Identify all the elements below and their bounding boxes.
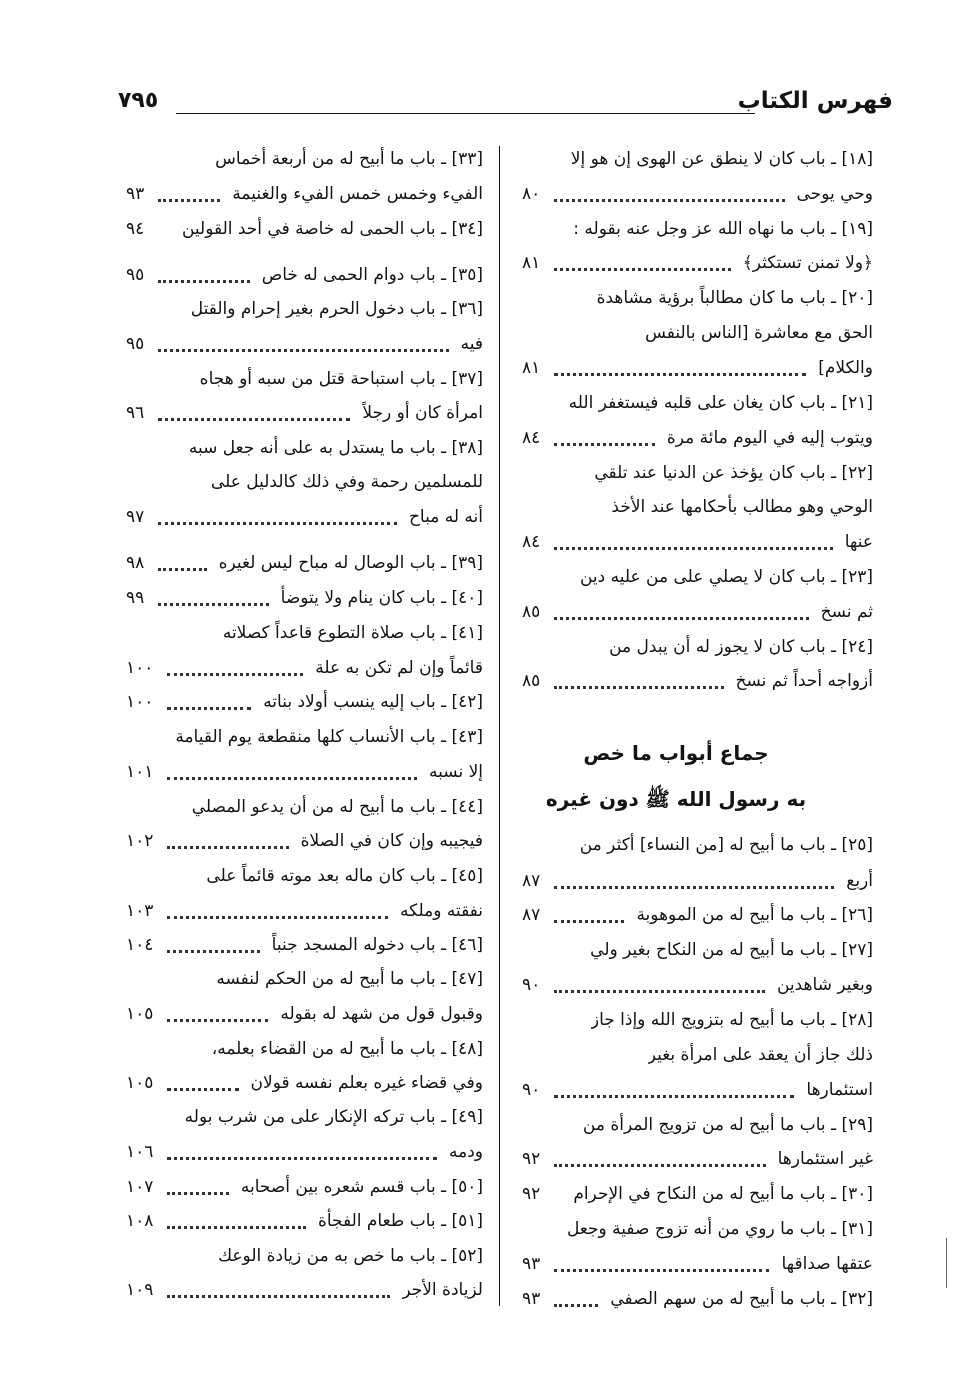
toc-leader-dots xyxy=(158,566,206,571)
toc-entry-text: [٤٥] ـ باب كان ماله بعد موته قائماً على xyxy=(206,866,483,886)
toc-entry-text: [٤٨] ـ باب ما أبيح له من القضاء بعلمه، xyxy=(211,1039,483,1059)
toc-entry-text: أربع xyxy=(846,871,873,891)
toc-entry-page-number: ١٠٣ xyxy=(126,901,154,921)
toc-entry-text: [٤٩] ـ باب تركه الإنكار على من شرب بوله xyxy=(184,1107,483,1127)
toc-entry-page-number: ٩٠ xyxy=(522,1080,541,1100)
toc-leader-dots xyxy=(167,1190,228,1195)
toc-entry-text: [١٩] ـ باب ما نهاه الله عز وجل عنه بقوله : xyxy=(573,219,873,239)
toc-entry-page-number: ٨٥ xyxy=(522,671,541,691)
toc-entry-text: [٤٤] ـ باب ما أبيح له من أن يدعو المصلي xyxy=(191,797,483,817)
toc-entry-text: الفيء وخمس خمس الفيء والغنيمة xyxy=(232,184,483,204)
toc-entry-text: [٣٨] ـ باب ما يستدل به على أنه جعل سبه xyxy=(188,438,483,458)
toc-entry-text: لزيادة الأجر xyxy=(402,1280,483,1300)
toc-entry-text: [٥٠] ـ باب قسم شعره بين أصحابه xyxy=(240,1177,483,1197)
toc-entry-text: ثم نسخ xyxy=(820,602,873,622)
toc-entry-text: [٢١] ـ باب كان يغان على قلبه فيستغفر الله xyxy=(568,393,873,413)
toc-entry-text: فيه xyxy=(460,334,483,354)
toc-entry-page-number: ٩٤ xyxy=(126,219,145,239)
toc-leader-dots xyxy=(167,1224,306,1229)
toc-entry-text: قائماً وإن لم تكن به علة xyxy=(315,658,483,678)
toc-leader-dots xyxy=(554,1267,769,1272)
toc-leader-dots xyxy=(167,844,288,849)
toc-entry-text: والكلام] xyxy=(818,358,873,378)
toc-entry-text: [٣٢] ـ باب ما أبيح له من سهم الصفي xyxy=(610,1289,873,1309)
toc-entry-page-number: ٩٢ xyxy=(522,1184,541,1204)
toc-entry-text: [٢٨] ـ باب ما أبيح له بتزويج الله وإذا جاز xyxy=(590,1010,873,1030)
toc-leader-dots xyxy=(167,705,251,710)
toc-leader-dots xyxy=(167,671,303,676)
toc-entry-text: عنها xyxy=(844,532,873,552)
toc-entry-text: وقبول قول من شهد له بقوله xyxy=(280,1004,483,1024)
toc-entry-text: أزواجه أحداً ثم نسخ xyxy=(735,671,873,691)
toc-leader-dots xyxy=(158,278,249,283)
section-heading-line-1: جماع أبواب ما خص xyxy=(583,741,769,765)
header-rule xyxy=(176,113,755,114)
toc-leader-dots xyxy=(554,1302,598,1307)
page-edge-mark xyxy=(946,1238,947,1288)
toc-entry-text: عتقها صداقها xyxy=(781,1254,873,1274)
toc-leader-dots xyxy=(554,884,834,889)
toc-entry-text: ذلك جاز أن يعقد على امرأة بغير xyxy=(647,1045,873,1065)
toc-entry-page-number: ٨٤ xyxy=(522,428,541,448)
toc-entry-text: [٢٥] ـ باب ما أبيح له [من النساء] أكثر من xyxy=(579,835,873,855)
toc-leader-dots xyxy=(554,371,806,376)
toc-entry-page-number: ١٠٠ xyxy=(126,658,154,678)
toc-leader-dots xyxy=(167,1155,437,1160)
toc-entry-text: ﴿ولا تمنن تستكثر﴾ xyxy=(742,253,873,273)
toc-entry-text: [٣٧] ـ باب استباحة قتل من سبه أو هجاه xyxy=(199,369,483,389)
toc-leader-dots xyxy=(554,918,624,923)
toc-entry-page-number: ١٠٠ xyxy=(126,692,154,712)
toc-entry-page-number: ١٠٧ xyxy=(126,1177,154,1197)
toc-entry-page-number: ١٠٩ xyxy=(126,1280,154,1300)
toc-entry-text: أنه له مباح xyxy=(408,507,483,527)
toc-entry-text: [٢٩] ـ باب ما أبيح له من تزويج المرأة من xyxy=(582,1115,873,1135)
toc-entry-page-number: ٩٧ xyxy=(126,507,145,527)
toc-entry-text: [٢٧] ـ باب ما أبيح له من النكاح بغير ولي xyxy=(590,940,873,960)
toc-entry-text: وحي يوحى xyxy=(796,184,873,204)
toc-entry-text: [٤٧] ـ باب ما أبيح له من الحكم لنفسه xyxy=(216,969,483,989)
toc-entry-text: [٤١] ـ باب صلاة التطوع قاعداً كصلاته xyxy=(222,623,483,643)
toc-entry-text: استئمارها xyxy=(806,1080,873,1100)
toc-leader-dots xyxy=(554,441,655,446)
toc-entry-page-number: ٨٧ xyxy=(522,871,541,891)
toc-leader-dots xyxy=(167,1017,268,1022)
toc-entry-page-number: ٩٩ xyxy=(126,588,145,608)
toc-entry-page-number: ٩٣ xyxy=(126,184,145,204)
toc-entry-text: إلا نسبه xyxy=(429,762,483,782)
toc-entry-page-number: ٩٥ xyxy=(126,265,145,285)
toc-entry-text: [٤٢] ـ باب إليه ينسب أولاد بناته xyxy=(263,692,483,712)
running-header-title: فهرس الكتاب xyxy=(737,88,893,114)
toc-entry-text: [٣١] ـ باب ما روي من أنه تزوج صفية وجعل xyxy=(566,1219,873,1239)
toc-entry-text: ويتوب إليه في اليوم مائة مرة xyxy=(666,428,873,448)
toc-entry-page-number: ٩٢ xyxy=(522,1149,541,1169)
toc-entry-page-number: ١٠٦ xyxy=(126,1142,154,1162)
toc-entry-text: [٢٤] ـ باب كان لا يجوز له أن يبدل من xyxy=(609,637,873,657)
toc-entry-page-number: ١٠١ xyxy=(126,762,154,782)
toc-entry-page-number: ٩٣ xyxy=(522,1254,541,1274)
section-heading-line-2: به رسول الله ﷺ دون غيره xyxy=(545,787,807,811)
toc-leader-dots xyxy=(554,266,731,271)
toc-entry-text: [٣٤] ـ باب الحمى له خاصة في أحد القولين xyxy=(181,219,483,239)
toc-entry-page-number: ١٠٤ xyxy=(126,935,154,955)
toc-entry-text: [٤٠] ـ باب كان ينام ولا يتوضأ xyxy=(280,588,483,608)
toc-entry-text: [٥٢] ـ باب ما خص به من زيادة الوعك xyxy=(218,1246,483,1266)
toc-entry-page-number: ٨١ xyxy=(522,358,541,378)
toc-entry-page-number: ٩٨ xyxy=(126,553,145,573)
toc-entry-text: [٢٦] ـ باب ما أبيح له من الموهوبة xyxy=(636,905,873,925)
toc-leader-dots xyxy=(554,615,808,620)
toc-entry-text: فيجيبه وإن كان في الصلاة xyxy=(300,831,483,851)
toc-entry-text: [٣٩] ـ باب الوصال له مباح ليس لغيره xyxy=(218,553,483,573)
toc-entry-text: نفقته وملكه xyxy=(399,901,483,921)
toc-entry-text: [٣٠] ـ باب ما أبيح له من النكاح في الإحرام xyxy=(573,1184,873,1204)
toc-entry-text: [٤٦] ـ باب دخوله المسجد جنباً xyxy=(271,935,483,955)
toc-leader-dots xyxy=(554,1162,765,1167)
toc-entry-text: [١٨] ـ باب كان لا ينطق عن الهوى إن هو إلا xyxy=(570,149,873,169)
toc-entry-page-number: ٨٠ xyxy=(522,184,541,204)
toc-leader-dots xyxy=(167,1293,390,1298)
toc-entry-page-number: ١٠٨ xyxy=(126,1211,154,1231)
toc-entry-page-number: ٩٥ xyxy=(126,334,145,354)
toc-leader-dots xyxy=(167,914,388,919)
toc-leader-dots xyxy=(554,988,765,993)
toc-entry-page-number: ١٠٥ xyxy=(126,1073,154,1093)
toc-leader-dots xyxy=(554,684,723,689)
toc-entry-text: للمسلمين رحمة وفي ذلك كالدليل على xyxy=(210,472,483,492)
toc-entry-text: [٥١] ـ باب طعام الفجأة xyxy=(317,1211,483,1231)
toc-leader-dots xyxy=(158,197,220,202)
toc-entry-text: وفي قضاء غيره بعلم نفسه قولان xyxy=(250,1073,483,1093)
toc-leader-dots xyxy=(167,775,417,780)
page-number: ٧٩٥ xyxy=(118,88,159,113)
toc-entry-page-number: ٩٣ xyxy=(522,1289,541,1309)
column-divider xyxy=(499,146,500,1306)
toc-entry-text: غير استئمارها xyxy=(777,1149,873,1169)
toc-entry-page-number: ٩٦ xyxy=(126,403,145,423)
toc-entry-text: [٣٣] ـ باب ما أبيح له من أربعة أخماس xyxy=(215,149,483,169)
toc-entry-text: امرأة كان أو رجلاً xyxy=(362,403,483,423)
toc-leader-dots xyxy=(158,601,268,606)
toc-entry-page-number: ٨١ xyxy=(522,253,541,273)
toc-entry-text: [٢٣] ـ باب كان لا يصلي على من عليه دين xyxy=(579,567,873,587)
toc-entry-text: [٣٦] ـ باب دخول الحرم بغير إحرام والقتل xyxy=(190,299,483,319)
toc-leader-dots xyxy=(158,520,397,525)
toc-entry-page-number: ٨٧ xyxy=(522,905,541,925)
toc-entry-page-number: ٨٥ xyxy=(522,602,541,622)
toc-entry-text: الحق مع معاشرة [الناس بالنفس xyxy=(645,323,873,343)
toc-leader-dots xyxy=(167,948,259,953)
toc-leader-dots xyxy=(158,416,350,421)
toc-entry-page-number: ٨٤ xyxy=(522,532,541,552)
toc-entry-text: الوحي وهو مطالب بأحكامها عند الأخذ xyxy=(611,497,873,517)
toc-entry-text: ودمه xyxy=(449,1142,483,1162)
toc-entry-text: وبغير شاهدين xyxy=(776,975,873,995)
toc-entry-text: [٤٣] ـ باب الأنساب كلها منقطعة يوم القيامة xyxy=(175,727,483,747)
toc-entry-text: [٢٠] ـ باب ما كان مطالباً برؤية مشاهدة xyxy=(596,288,873,308)
toc-entry-text: [٢٢] ـ باب كان يؤخذ عن الدنيا عند تلقي xyxy=(594,463,873,483)
toc-entry-page-number: ١٠٢ xyxy=(126,831,154,851)
toc-leader-dots xyxy=(554,197,784,202)
toc-entry-page-number: ٩٠ xyxy=(522,975,541,995)
toc-leader-dots xyxy=(167,1086,238,1091)
toc-leader-dots xyxy=(554,1093,794,1098)
toc-entry-text: [٣٥] ـ باب دوام الحمى له خاص xyxy=(261,265,483,285)
toc-leader-dots xyxy=(158,347,448,352)
toc-leader-dots xyxy=(554,545,832,550)
toc-entry-page-number: ١٠٥ xyxy=(126,1004,154,1024)
